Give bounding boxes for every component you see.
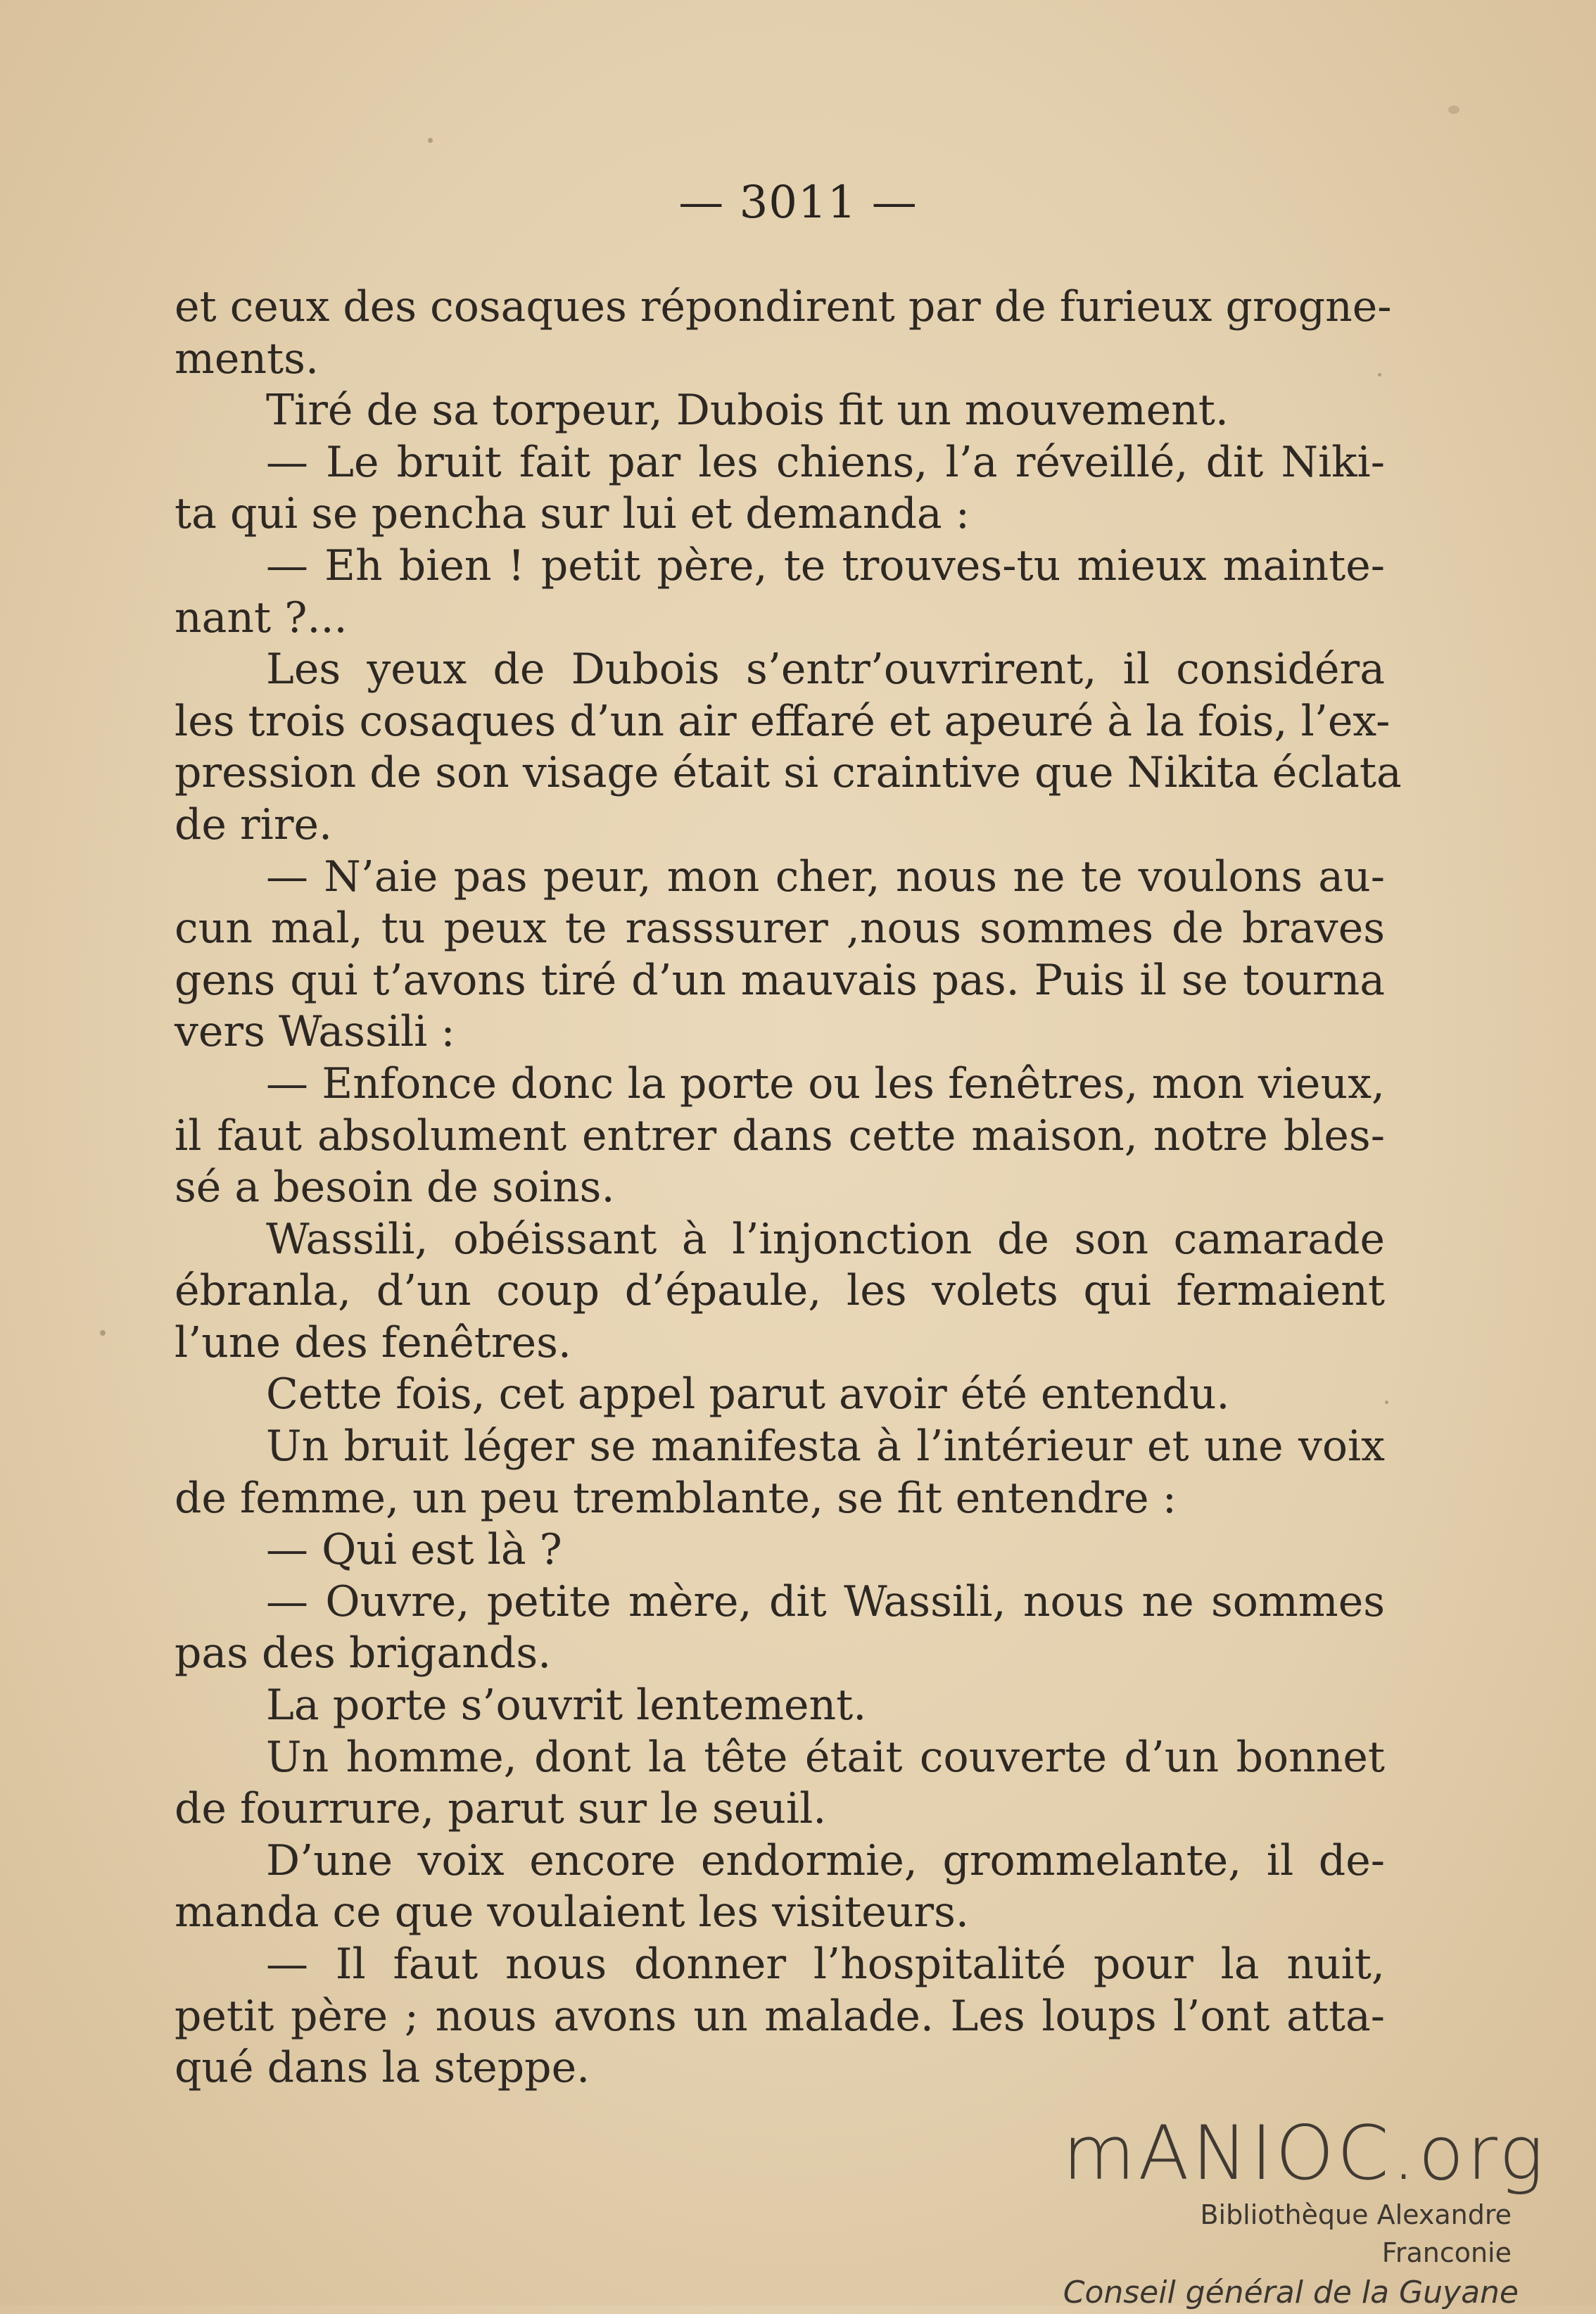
text-line: ta qui se pencha sur lui et demanda : [175,489,970,539]
text-line: — Le bruit fait par les chiens, l’a réveillé, dit Niki- [266,437,1385,487]
text-line: ments. [175,334,319,384]
paper-speck [1385,1401,1388,1404]
page-number: — 3011 — [678,177,918,229]
text-line: les trois cosaques d’un air effaré et apeuré à la fois, l’ex- [175,696,1391,746]
manioc-logo: mANIOC.org [1063,2110,1547,2196]
text-line: Un homme, dont la tête était couverte d’un bonnet [266,1732,1385,1782]
paper-speck [428,138,433,143]
text-line: — Enfonce donc la porte ou les fenêtres, mon vieux, [266,1058,1385,1108]
text-line: il faut absolument entrer dans cette maison, notre bles- [175,1111,1385,1161]
text-line: pas des brigands. [175,1629,552,1678]
text-line: et ceux des cosaques répondirent par de furieux grogne- [175,282,1392,331]
body-text [175,282,1402,2094]
paper-speck [1448,106,1459,114]
text-line: de rire. [175,799,333,849]
text-line: sé a besoin de soins. [175,1163,615,1213]
text-line: D’une voix encore endormie, grommelante, il de- [266,1835,1385,1885]
paper-speck [100,1330,106,1336]
text-line: Cette fois, cet appel parut avoir été entendu. [266,1370,1230,1420]
watermark-library-name: Bibliothèque Alexandre Franconie [1200,2199,1512,2268]
text-line: petit père ; nous avons un malade. Les loups l’ont atta- [175,1991,1385,2041]
text-line: — Ouvre, petite mère, dit Wassili, nous ne sommes [266,1576,1385,1626]
text-line: l’une des fenêtres. [175,1317,571,1367]
text-line: — Eh bien ! petit père, te trouves-tu mieux mainte- [266,540,1385,590]
text-line: qué dans la steppe. [175,2043,590,2093]
text-line: Tiré de sa torpeur, Dubois fit un mouvement. [266,386,1229,436]
text-line: cun mal, tu peux te rasssurer ,nous sommes de braves [175,904,1385,954]
text-line: Les yeux de Dubois s’entr’ouvrirent, il considéra [266,645,1385,695]
text-line: Wassili, obéissant à l’injonction de son camarade [266,1214,1385,1264]
text-line: gens qui t’avons tiré d’un mauvais pas. Puis il se tourna [175,955,1385,1005]
text-line: La porte s’ouvrit lentement. [266,1681,867,1731]
text-line: de fourrure, parut sur le seuil. [175,1784,827,1834]
text-line: — Il faut nous donner l’hospitalité pour la nuit, [266,1940,1385,1989]
watermark-council-name: Conseil général de la Guyane [1063,2275,1519,2310]
text-line: vers Wassili : [175,1007,455,1057]
paper-speck [1378,373,1381,377]
text-line: — Qui est là ? [266,1525,562,1575]
library-watermark [1063,2111,1555,2314]
text-line: manda ce que voulaient les visiteurs. [175,1888,969,1937]
text-line: de femme, un peu tremblante, se fit entendre : [175,1473,1177,1523]
text-line: nant ?... [175,593,348,643]
text-line: ébranla, d’un coup d’épaule, les volets qui fermaient [175,1266,1385,1316]
text-line: — N’aie pas peur, mon cher, nous ne te voulons au- [266,852,1385,902]
text-line: pression de son visage était si craintive que Nikita éclata [175,748,1402,798]
text-line: Un bruit léger se manifesta à l’intérieur et une voix [266,1422,1385,1472]
